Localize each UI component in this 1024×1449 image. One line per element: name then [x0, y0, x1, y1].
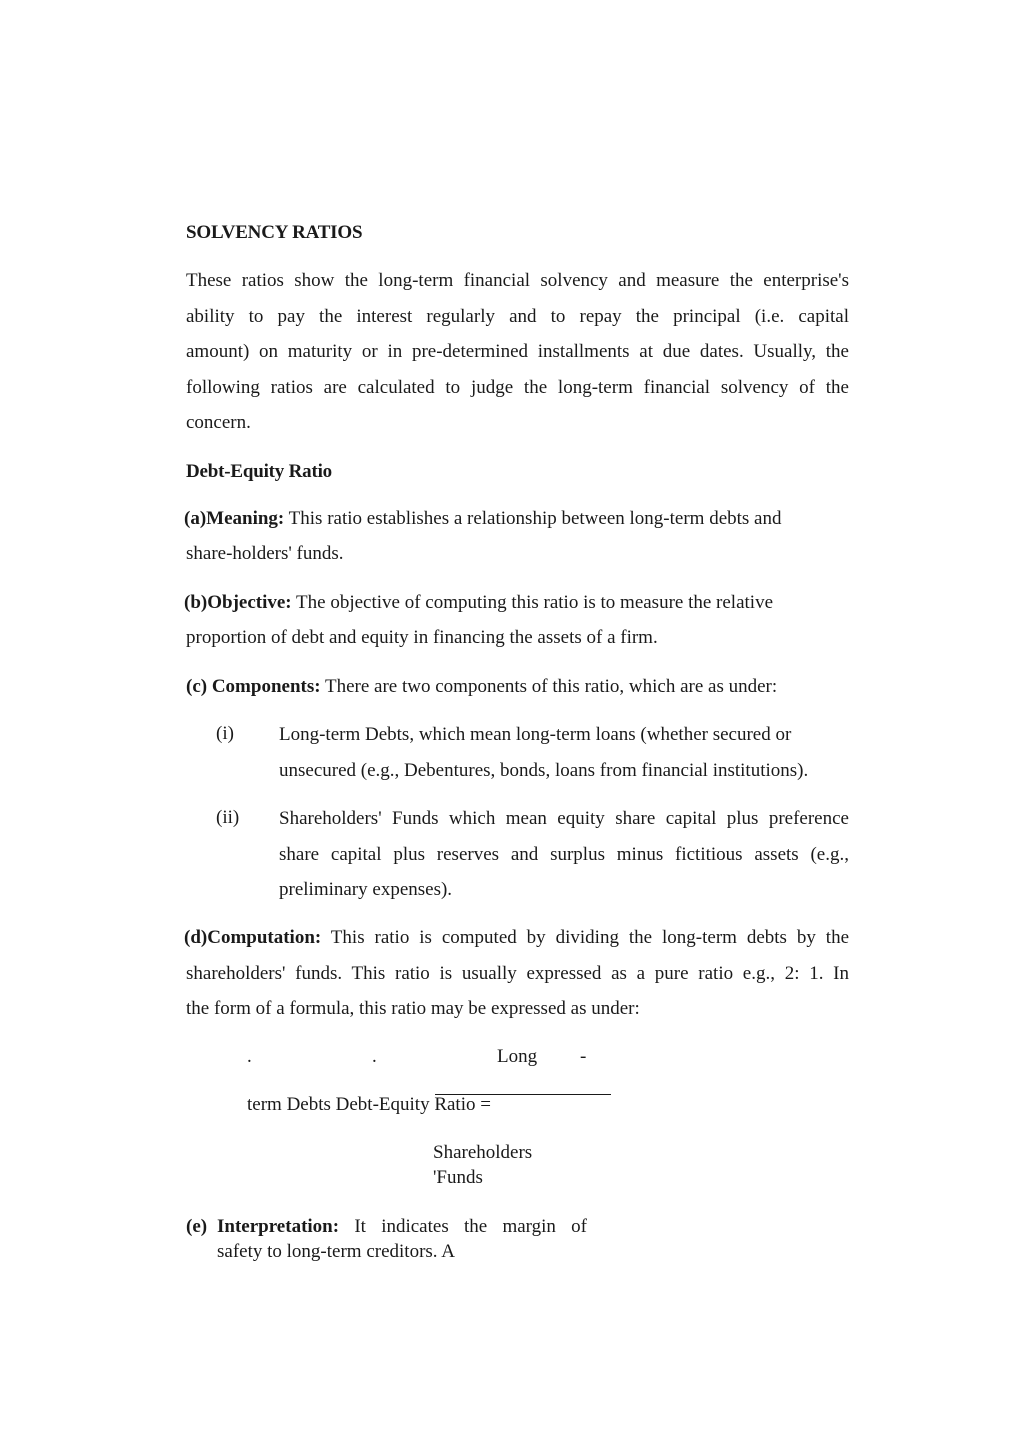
meaning-line-1 [184, 508, 782, 530]
computation-line [184, 920, 849, 956]
intro-line: ability to pay the interest regularly and to repay the principal (i.e. capital [186, 305, 849, 327]
intro-line: concern. [186, 412, 251, 433]
computation-label: (d)Computation: [184, 927, 322, 948]
computation-paragraph [184, 920, 849, 1027]
components-label: (c) Components: [186, 676, 321, 697]
objective-line-1 [184, 592, 773, 614]
list-item-line: Long-term Debts, which mean long-term loans (whether secured or [279, 724, 792, 745]
formula-numerator: Long [497, 1046, 538, 1067]
meaning-line-2: share-holders' funds. [186, 543, 344, 564]
components-text: There are two components of this ratio, which are as under: [320, 676, 778, 697]
objective-text: The objective of computing this ratio is to measure the relative [291, 592, 774, 613]
interpretation-label: Interpretation: [217, 1216, 340, 1237]
formula-dash: - [580, 1046, 587, 1067]
objective-line-2: proportion of debt and equity in financing the assets of a firm. [186, 627, 658, 648]
computation-line: the form of a formula, this ratio may be expressed as under: [186, 998, 640, 1019]
meaning-label: (a)Meaning: [184, 508, 285, 529]
interpretation-prefix: (e) [186, 1216, 208, 1237]
list-item [279, 717, 849, 788]
list-number: (i) [216, 723, 234, 744]
components-line [186, 676, 777, 698]
meaning-text: This ratio establishes a relationship between long-term debts and [284, 508, 782, 529]
list-item-line: share capital plus reserves and surplus minus fictitious assets (e.g., [279, 843, 849, 865]
formula-left-text: term Debts Debt-Equity Ratio = [247, 1094, 491, 1115]
list-item [279, 801, 849, 908]
formula-dot: . [247, 1046, 252, 1067]
page-title: SOLVENCY RATIOS [186, 222, 363, 243]
interpretation-line-2: safety to long-term creditors. A [217, 1241, 455, 1262]
list-item-line: preliminary expenses). [279, 879, 453, 900]
intro-line: following ratios are calculated to judge the long-term financial solvency of the [186, 376, 849, 398]
list-number: (ii) [216, 807, 240, 828]
objective-label: (b)Objective: [184, 592, 292, 613]
formula-denominator: 'Funds [433, 1167, 483, 1188]
intro-line: amount) on maturity or in pre-determined installments at due dates. Usually, the [186, 341, 849, 362]
intro-line: These ratios show the long-term financial solvency and measure the enterprise's [186, 270, 849, 291]
interpretation-label-prefix [186, 1216, 207, 1238]
intro-paragraph [186, 263, 849, 441]
interpretation-text: It indicates the margin of [339, 1216, 587, 1237]
interpretation-line-1 [217, 1216, 587, 1238]
formula-denominator: Shareholders [433, 1142, 533, 1163]
list-item-line: unsecured (e.g., Debentures, bonds, loans from financial institutions). [279, 759, 809, 781]
computation-text: This ratio is computed by dividing the long-term debts by the [321, 927, 849, 948]
list-item-line: Shareholders' Funds which mean equity share capital plus preference [279, 808, 849, 829]
section-heading: Debt-Equity Ratio [186, 461, 332, 482]
formula-dot: . [372, 1046, 377, 1067]
computation-line: shareholders' funds. This ratio is usually expressed as a pure ratio e.g., 2: 1. In [186, 962, 849, 984]
